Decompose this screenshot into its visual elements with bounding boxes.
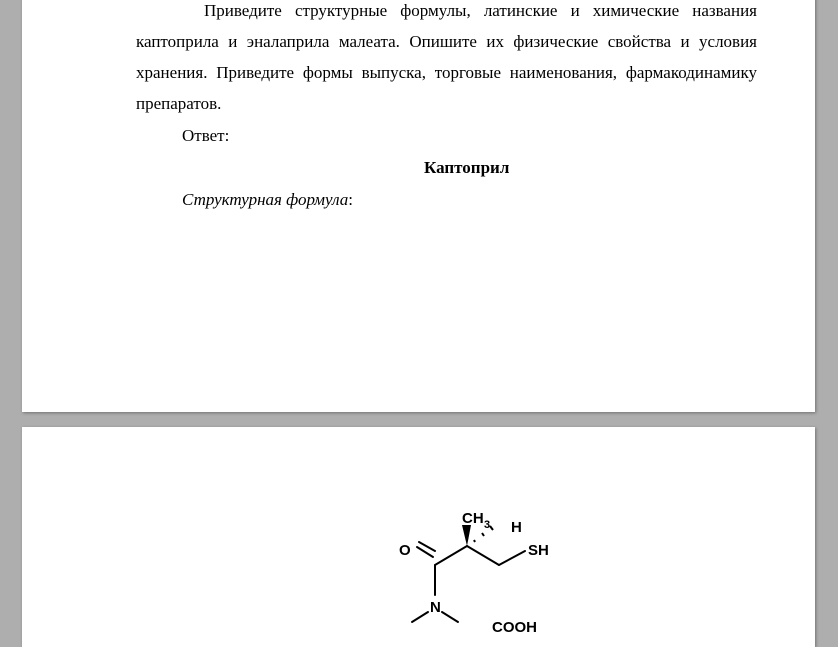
structural-formula-label-text: Структурная формула: [182, 190, 349, 209]
bond-carbonyl-chiral: [435, 546, 467, 565]
atom-label-oxygen: O: [399, 542, 411, 559]
bond-chiral-ch2: [467, 546, 499, 565]
atom-label-hydrogen: H: [511, 519, 522, 536]
document-page-1: [22, 0, 815, 412]
captopril-structure-diagram: [22, 427, 815, 647]
bond-nitrogen-ring-right: [442, 612, 458, 622]
task-paragraph: Приведите структурные формулы, латинские и химические названия каптоприла и эналаприла малеата. Опишите их физические свойства и условия хранения. Приведите формы выпуска, торговые наименования, фармакодинамику препаратов.: [136, 1, 757, 113]
atom-label-carboxyl: COOH: [492, 619, 537, 636]
structural-formula-label: [182, 190, 353, 210]
bond-ch2-sulfur: [499, 551, 525, 565]
atom-label-methyl: CH: [462, 510, 484, 527]
atom-label-methyl-subscript: 3: [484, 519, 491, 531]
structural-formula-label-colon: :: [348, 190, 353, 209]
atom-label-nitrogen: N: [430, 599, 441, 616]
drug-heading: Каптоприл: [424, 158, 510, 177]
wedge-bond-methyl: [462, 525, 471, 546]
document-page-2: [22, 427, 815, 647]
bond-nitrogen-ring-left: [412, 612, 428, 622]
atom-label-thiol: SH: [528, 542, 549, 559]
answer-label: Ответ:: [182, 126, 230, 145]
